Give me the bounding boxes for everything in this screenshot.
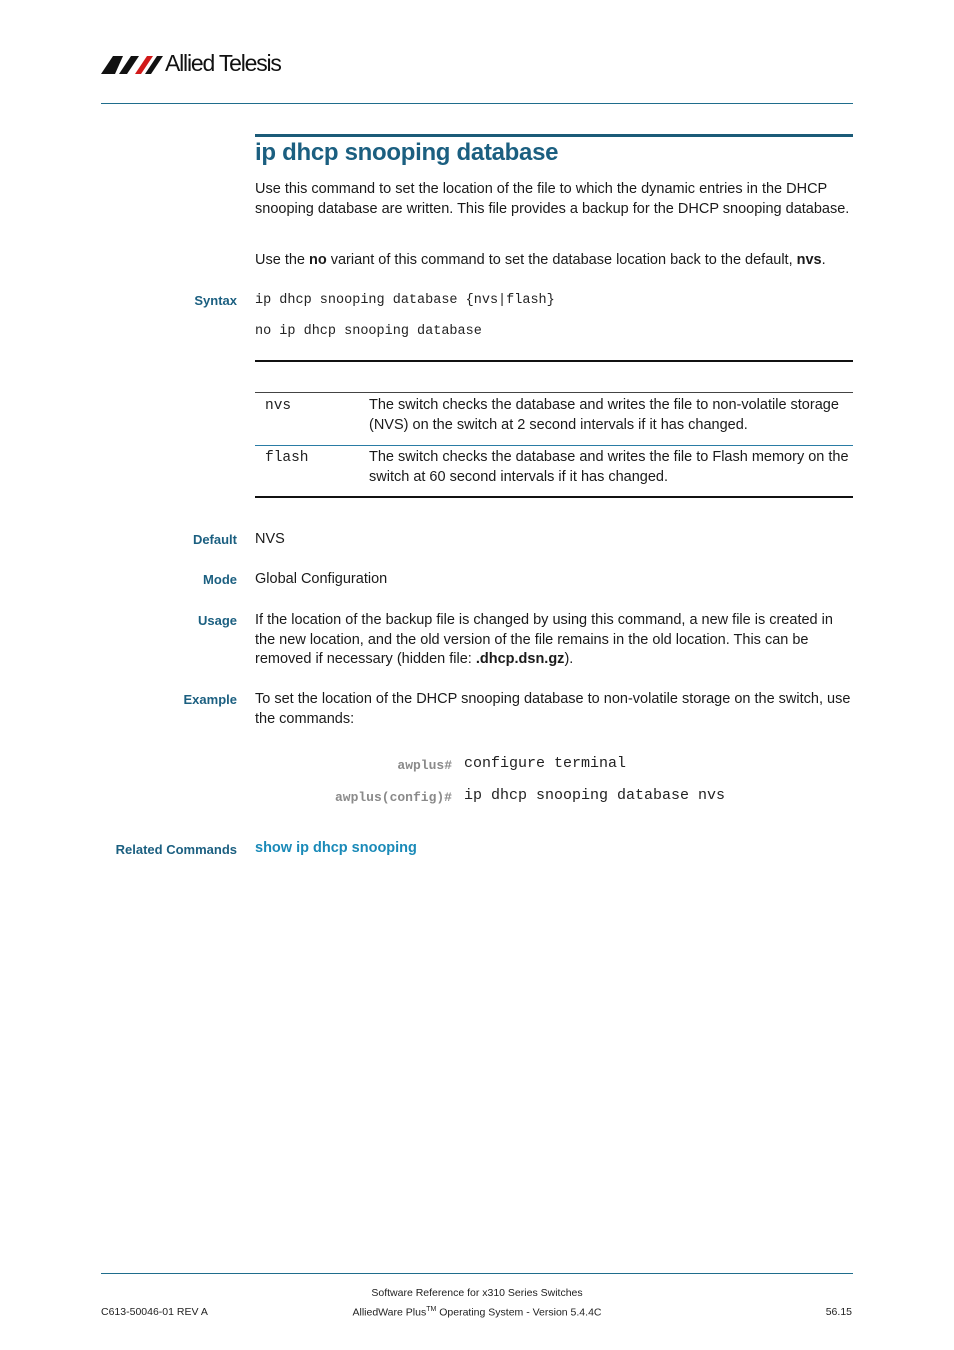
related-commands-label: Related Commands [115, 842, 237, 857]
syntax-label: Syntax [194, 293, 237, 308]
no-variant-paragraph [255, 251, 855, 271]
usage-paragraph [255, 611, 855, 670]
table-top-rule [255, 360, 853, 362]
cli-command: ip dhcp snooping database nvs [464, 787, 726, 804]
table-bottom-rule [255, 496, 853, 498]
usage-label: Usage [197, 613, 237, 628]
header-divider [101, 103, 853, 104]
default-value: NVS [255, 531, 285, 547]
cli-prompt: awplus(config)# [334, 790, 452, 805]
footer-page-number: 56.15 [825, 1306, 852, 1318]
param-nvs-description: The switch checks the database and writes the file to non-volatile storage (NVS) on the switch at 2 second intervals if it has changed. [369, 397, 839, 433]
no-variant-post: . [821, 252, 826, 268]
footer-doc-id: C613-50046-01 REV A [101, 1306, 208, 1318]
logo-text: Allied Telesis [165, 50, 281, 76]
table-header-rule [255, 392, 853, 393]
logo-mark-icon [101, 50, 163, 76]
cli-prompt: awplus# [397, 758, 452, 773]
no-keyword: no [309, 252, 327, 268]
footer-title-line2 [0, 1306, 954, 1319]
trademark: TM [426, 1306, 437, 1313]
param-nvs: nvs [265, 398, 292, 414]
table-row-divider [255, 445, 853, 446]
param-flash-description: The switch checks the database and writes the file to Flash memory on the switch at 60 second intervals if it has changed. [369, 449, 849, 485]
syntax-line-1: ip dhcp snooping database {nvs|flash} [255, 293, 555, 308]
example-paragraph: To set the location of the DHCP snooping database to non-volatile storage on the switch, use the commands: [255, 691, 851, 727]
related-command-link[interactable]: show ip dhcp snooping [255, 840, 417, 856]
footer-divider [101, 1273, 853, 1274]
no-variant-pre: Use the [255, 252, 309, 268]
footer-title-line1: Software Reference for x310 Series Switches [371, 1287, 583, 1299]
example-label: Example [183, 692, 237, 707]
page-title: ip dhcp snooping database [255, 139, 559, 166]
footer-product: AlliedWare Plus [352, 1306, 427, 1319]
usage-text: If the location of the backup file is changed by using this command, a new file is created in the new location, and the old version of the file remains in the old location. This can be removed if necessary (hidden file: [255, 612, 833, 667]
allied-telesis-logo [101, 50, 301, 80]
default-label: Default [192, 532, 237, 547]
cli-command: configure terminal [464, 755, 627, 772]
usage-text-end: ). [564, 651, 574, 667]
param-flash: flash [265, 450, 309, 466]
mode-label: Mode [203, 572, 237, 587]
footer-version: Operating System - Version 5.4.4C [436, 1306, 602, 1319]
hidden-file-name: .dhcp.dsn.gz [475, 651, 565, 667]
syntax-line-2: no ip dhcp snooping database [255, 324, 482, 339]
title-rule [255, 134, 853, 137]
intro-paragraph: Use this command to set the location of the file to which the dynamic entries in the DHCP snooping database are written. This file provides a backup for the DHCP snooping database. [255, 181, 850, 217]
no-variant-mid: variant of this command to set the database location back to the default, [326, 252, 797, 268]
default-keyword: nvs [796, 252, 822, 268]
mode-value: Global Configuration [255, 571, 388, 587]
